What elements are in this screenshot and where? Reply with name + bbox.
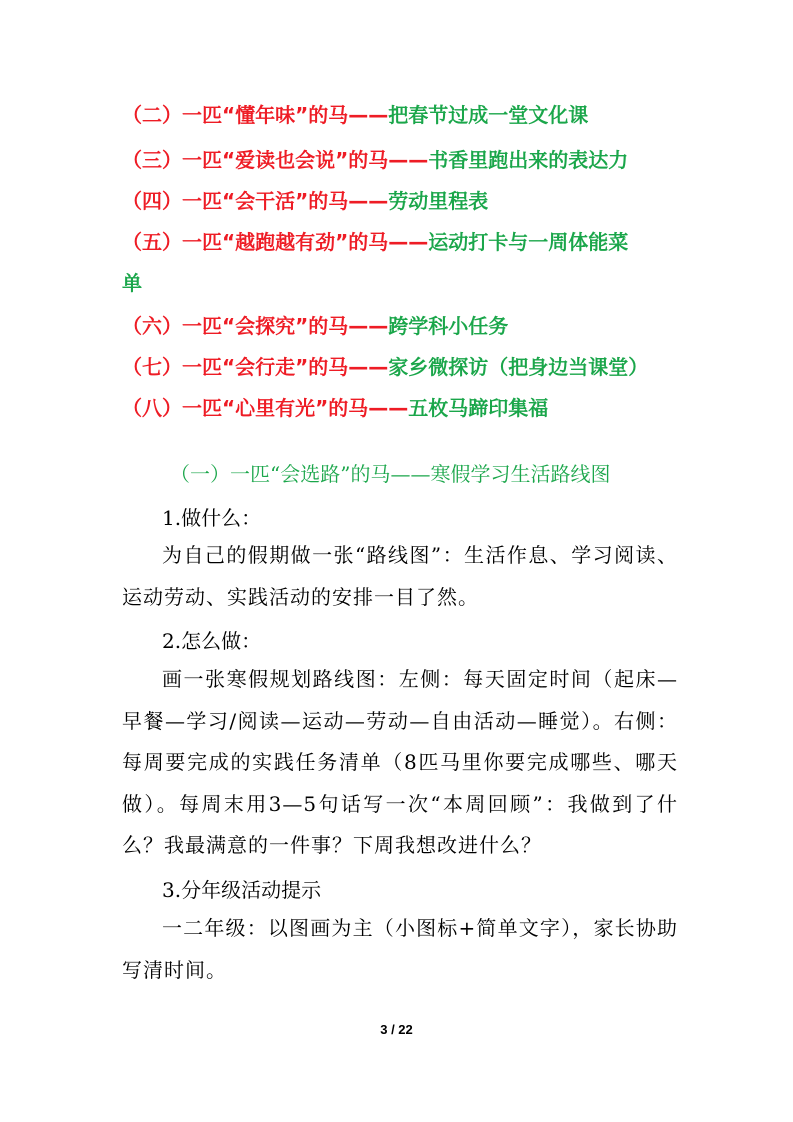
toc-item-title: （六）一匹“会探究”的马—— <box>122 314 389 338</box>
toc-item-3 <box>122 146 628 174</box>
toc-item-6 <box>122 312 508 340</box>
section-heading-what: 1.做什么： <box>162 506 262 530</box>
toc-item-subtitle: 家乡微探访（把身边当课堂） <box>388 355 649 379</box>
toc-item-4 <box>122 187 488 215</box>
toc-item-8 <box>122 394 548 422</box>
toc-item-title: （五）一匹“越跑越有劲”的马—— <box>122 230 429 254</box>
section-subtitle: （一）一匹“会选路”的马——寒假学习生活路线图 <box>170 462 611 486</box>
page-number: 3 / 22 <box>380 1022 413 1037</box>
toc-item-title: （七）一匹“会行走”的马—— <box>122 355 389 379</box>
toc-item-subtitle: 运动打卡与一周体能菜 <box>428 230 629 254</box>
toc-item-title: （三）一匹“爱读也会说”的马—— <box>122 148 429 172</box>
toc-item-subtitle: 五枚马蹄印集福 <box>408 396 549 420</box>
toc-item-title: （二）一匹“懂年味”的马—— <box>122 103 389 127</box>
toc-item-subtitle: 劳动里程表 <box>388 189 489 213</box>
toc-item-2 <box>122 101 588 129</box>
paragraph-what: 为自己的假期做一张“路线图”：生活作息、学习阅读、运动劳动、实践活动的安排一目了然。 <box>122 543 678 609</box>
toc-item-5 <box>122 228 628 256</box>
toc-item-title: （八）一匹“心里有光”的马—— <box>122 396 409 420</box>
toc-item-7 <box>122 353 648 381</box>
toc-item-5-continued <box>122 269 142 297</box>
toc-item-subtitle: 跨学科小任务 <box>388 314 509 338</box>
toc-item-title: （四）一匹“会干活”的马—— <box>122 189 389 213</box>
toc-item-subtitle: 把春节过成一堂文化课 <box>388 103 589 127</box>
paragraph-how: 画一张寒假规划路线图：左侧：每天固定时间（起床—早餐—学习/阅读—运动—劳动—自由活动—睡觉）。右侧：每周要完成的实践任务清单（8匹马里你要完成哪些、哪天做）。每周末用3—5句话写一次“本周回顾”：我做到了什么？我最满意的一件事？下周我想改进什么？ <box>122 667 678 857</box>
section-heading-how: 2.怎么做： <box>162 629 262 653</box>
toc-item-subtitle: 书香里跑出来的表达力 <box>428 148 629 172</box>
toc-item-subtitle: 单 <box>122 271 142 295</box>
paragraph-grade-tips: 一二年级：以图画为主（小图标+简单文字），家长协助写清时间。 <box>122 916 678 982</box>
section-heading-grade-tips: 3.分年级活动提示 <box>162 878 322 902</box>
